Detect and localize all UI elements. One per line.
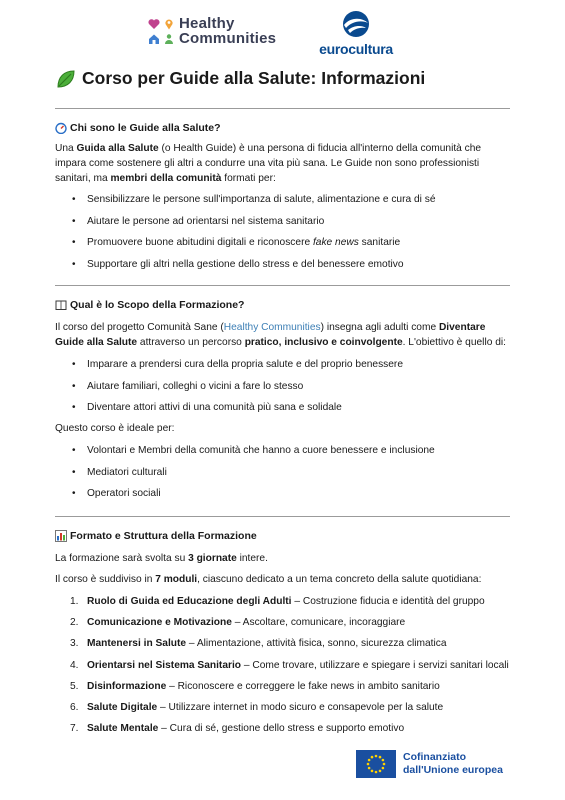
text-run: . L'obiettivo è quello di: (402, 337, 506, 348)
module-item (55, 636, 515, 657)
paragraph (55, 551, 515, 566)
leaf-icon (56, 69, 76, 89)
module-item (55, 658, 515, 679)
eurocultura-swirl-icon (338, 10, 374, 38)
module-item (55, 700, 515, 721)
italic-text: fake news (312, 237, 359, 248)
section-heading-guides (55, 122, 221, 134)
text-run: Il corso è suddiviso in (55, 574, 156, 585)
module-item (55, 721, 515, 742)
divider (55, 285, 510, 286)
section-heading-purpose (55, 299, 244, 311)
text-run: , ciascuno dedicato a un tema concreto della salute quotidiana: (197, 574, 482, 585)
eu-flag-icon (356, 750, 396, 778)
text-run: (o Health Guide) è una persona di fiducia all'interno della comunità che impara come sostenere gli altri a condurre una vita più sana. Le Guide non sono professionisti sanitari, ma (55, 143, 482, 184)
divider (55, 516, 510, 517)
bold-text: membri della comunità (110, 173, 222, 184)
module-title: Salute Mentale (87, 723, 159, 735)
bold-text: Guida alla Salute (76, 143, 159, 154)
bullet-list (55, 192, 515, 278)
healthy-communities-logo (148, 16, 276, 46)
hc-logo-text-2: Communities (179, 30, 277, 47)
bold-text: 3 giornate (188, 553, 237, 564)
bold-text: 7 moduli (155, 574, 198, 585)
text-run: Una (55, 143, 77, 154)
module-title: Mantenersi in Salute (87, 638, 187, 650)
eu-cofunding-badge (356, 750, 503, 778)
module-item (55, 594, 515, 615)
list-item: • Sensibilizzare le persone sull'importanza di salute, alimentazione e cura di sé (55, 192, 515, 214)
list-item: • Diventare attori attivi di una comunità più sana e solidale (55, 400, 515, 422)
hc-logo-text-1: Healthy (179, 15, 235, 32)
module-number: 4. (70, 659, 79, 671)
module-number: 7. (70, 723, 79, 735)
heart-icon (148, 18, 160, 30)
bold-text: pratico, inclusivo e coinvolgente (244, 337, 403, 348)
bullet-list (55, 357, 515, 422)
text-run: ) insegna agli adulti come (320, 322, 439, 333)
section-heading-format (55, 530, 257, 542)
module-desc: – Alimentazione, attività fisica, sonno, sicurezza climatica (186, 638, 447, 650)
module-desc: – Cura di sé, gestione dello stress e supporto emotivo (158, 723, 405, 735)
eu-text-line-1: Cofinanziato (403, 751, 466, 763)
list-item: • Volontari e Membri della comunità che hanno a cuore benessere e inclusione (55, 443, 515, 465)
divider (55, 108, 510, 109)
bar-chart-icon (55, 530, 67, 542)
stopwatch-icon (55, 122, 67, 134)
bold-text: Diventare Guide alla Salute (55, 322, 486, 348)
house-icon (148, 33, 160, 45)
module-item (55, 679, 515, 700)
ec-logo-text: eurocultura (319, 41, 393, 57)
list-item: • Aiutare le persone ad orientarsi nel sistema sanitario (55, 214, 515, 236)
book-icon (55, 299, 67, 311)
text-run: Promuovere buone abitudini digitali e riconoscere (87, 237, 313, 248)
people-icon (163, 33, 175, 45)
list-item: • Imparare a prendersi cura della propria salute e del proprio benessere (55, 357, 515, 379)
module-number: 6. (70, 701, 79, 713)
module-desc: – Riconoscere e correggere le fake news in ambito sanitario (166, 680, 440, 692)
text-run: intere. (236, 553, 268, 564)
module-title: Ruolo di Guida ed Educazione degli Adulti (87, 596, 292, 607)
module-number: 3. (70, 638, 79, 650)
text-run: La formazione sarà svolta su (55, 553, 189, 564)
list-item: • Operatori sociali (55, 486, 515, 508)
paragraph (55, 320, 515, 350)
page-title: Corso per Guide alla Salute: Informazioni (82, 68, 426, 88)
eu-text-line-2: dall'Unione europea (403, 764, 503, 776)
paragraph (55, 572, 515, 587)
module-number: 2. (70, 617, 79, 629)
hc-logo-icons (148, 18, 175, 45)
module-desc: – Ascoltare, comunicare, incoraggiare (231, 617, 406, 629)
module-title: Disinformazione (87, 680, 167, 692)
module-desc: – Utilizzare internet in modo sicuro e consapevole per la salute (157, 701, 444, 713)
pin-icon (163, 18, 175, 30)
eurocultura-logo (310, 10, 402, 57)
text-run: Il corso del progetto Comunità Sane ( (55, 322, 224, 333)
module-number: 5. (70, 680, 79, 692)
paragraph: Questo corso è ideale per: (55, 423, 175, 434)
section-heading-text: Chi sono le Guide alla Salute? (70, 122, 221, 134)
module-title: Comunicazione e Motivazione (87, 617, 232, 629)
module-title: Orientarsi nel Sistema Sanitario (87, 659, 242, 671)
list-item: • Supportare gli altri nella gestione dello stress e del benessere emotivo (55, 257, 515, 279)
text-run: attraverso un percorso (137, 337, 245, 348)
bullet-list (55, 443, 515, 508)
module-number: 1. (70, 596, 79, 607)
list-item: • Mediatori culturali (55, 465, 515, 487)
text-run: sanitarie (358, 237, 401, 248)
section-heading-text: Qual è lo Scopo della Formazione? (70, 299, 245, 311)
list-item (55, 235, 515, 257)
section-heading-text: Formato e Struttura della Formazione (70, 530, 257, 542)
module-desc: – Come trovare, utilizzare e spiegare i servizi sanitari locali (241, 659, 509, 671)
page-title-row (56, 68, 425, 89)
module-item (55, 615, 515, 636)
modules-list (55, 594, 515, 742)
list-item: • Aiutare familiari, colleghi o vicini a fare lo stesso (55, 379, 515, 401)
module-desc: – Costruzione fiducia e identità del gruppo (291, 596, 485, 607)
healthy-communities-link[interactable]: Healthy Communities (223, 322, 321, 333)
text-run: formati per: (221, 173, 276, 184)
module-title: Salute Digitale (87, 701, 158, 713)
paragraph (55, 141, 515, 186)
